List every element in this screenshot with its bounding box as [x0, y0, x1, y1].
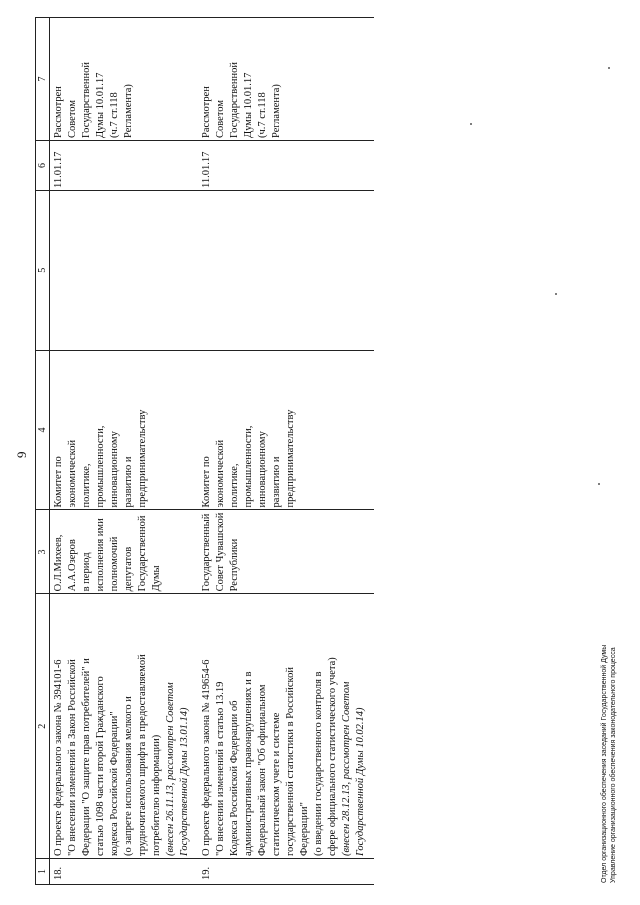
author-line: полномочий: [109, 536, 120, 592]
status-line: Думы 10.01.17: [95, 72, 106, 138]
bill-title-line: Федеральный закон "Об официальном: [257, 684, 268, 857]
col5-cell: [50, 190, 201, 350]
author-cell: [200, 510, 374, 594]
bill-title-line: кодекса Российской Федерации": [109, 711, 120, 857]
scan-speck: [598, 483, 600, 485]
committee-line: экономической: [215, 439, 226, 508]
status-line: Советом: [67, 100, 78, 138]
committee-line: инновационному: [257, 431, 268, 508]
table-header-row: [36, 18, 50, 885]
status-line: Рассмотрен: [53, 86, 64, 138]
footer-department: [600, 645, 618, 883]
bill-title-line: сфере официального статистического учета): [327, 657, 338, 857]
status-line: Советом: [215, 100, 226, 138]
bill-title-line: "О внесении изменений в статью 13.19: [215, 681, 226, 857]
committee-line: инновационному: [109, 431, 120, 508]
committee-cell: [50, 350, 201, 510]
bill-title-line: статью 1098 части второй Гражданского: [95, 676, 106, 857]
committee-line: Комитет по: [53, 456, 64, 508]
scan-speck: [470, 123, 472, 125]
status-line: Регламента): [271, 84, 282, 138]
bill-title-cell: [50, 594, 201, 859]
bill-title-line: О проекте федерального закона № 419654-6: [201, 659, 212, 857]
bill-note-line: Государственной Думы 13.01.14): [179, 707, 190, 857]
author-line: исполнения ими: [95, 518, 106, 592]
status-cell: [200, 18, 374, 141]
page-number: 9: [14, 451, 29, 458]
author-line: Республики: [229, 538, 240, 592]
column-header: 3: [36, 510, 50, 594]
date-cell: 11.01.17: [50, 140, 201, 190]
committee-line: развитию и: [123, 456, 134, 508]
author-line: Думы: [151, 565, 162, 592]
bill-title-line: (о запрете использования мелкого и: [123, 696, 134, 857]
status-line: (ч.7 ст.118: [257, 92, 268, 138]
status-line: Государственной: [81, 62, 92, 138]
committee-line: развитию и: [271, 456, 282, 508]
committee-line: промышленности,: [243, 425, 254, 508]
committee-line: предпринимательству: [137, 409, 148, 508]
column-header: 5: [36, 190, 50, 350]
committee-line: Комитет по: [201, 456, 212, 508]
author-line: Государственной: [137, 515, 148, 592]
column-header: 7: [36, 18, 50, 141]
footer-line: Управление организационного обеспечения законодательного процесса: [610, 647, 617, 883]
column-header: 1: [36, 859, 50, 885]
status-line: Государственной: [229, 62, 240, 138]
author-line: О.Л.Михеев,: [53, 534, 64, 592]
column-header: 6: [36, 140, 50, 190]
bill-title-line: (о введении государственного контроля в: [313, 671, 324, 857]
author-line: в период: [81, 552, 92, 592]
scan-speck: [608, 67, 610, 69]
status-line: Рассмотрен: [201, 86, 212, 138]
bill-title-line: "О внесении изменений в Закон Российской: [67, 659, 78, 857]
bill-title-line: трудночитаемого шрифта в предоставляемой: [137, 654, 148, 857]
committee-cell: [200, 350, 374, 510]
row-number: 19.: [200, 859, 374, 885]
bill-title-line: Федерации": [299, 802, 310, 857]
column-header: 4: [36, 350, 50, 510]
row-number: 18.: [50, 859, 201, 885]
committee-line: предпринимательству: [285, 409, 296, 508]
scan-speck: [555, 293, 557, 295]
committee-line: промышленности,: [95, 425, 106, 508]
bill-title-line: административных правонарушениях и в: [243, 671, 254, 857]
bills-table: [35, 17, 374, 885]
author-cell: [50, 510, 201, 594]
author-line: А.А.Озеров: [67, 539, 78, 592]
col5-cell: [200, 190, 374, 350]
column-header: 2: [36, 594, 50, 859]
committee-line: политике,: [229, 463, 240, 508]
status-cell: [50, 18, 201, 141]
bill-title-line: Кодекса Российской Федерации об: [229, 700, 240, 857]
status-line: Думы 10.01.17: [243, 72, 254, 138]
status-line: Регламента): [123, 84, 134, 138]
footer-line: Отдел организационного обеспечения заседаний Государственной Думы: [601, 644, 608, 883]
bill-note-line: (внесен 26.11.13, рассмотрен Советом: [165, 682, 176, 857]
committee-line: политике,: [81, 463, 92, 508]
date-cell: 11.01.17: [200, 140, 374, 190]
bill-title-line: потребителю информации): [151, 734, 162, 857]
table-row: [50, 18, 201, 885]
bill-title-line: Федерации "О защите прав потребителей" и: [81, 658, 92, 857]
bill-title-cell: [200, 594, 374, 859]
bill-title-line: государственной статистики в Российской: [285, 667, 296, 857]
bill-title-line: О проекте федерального закона № 394101-6: [53, 659, 64, 857]
author-line: депутатов: [123, 546, 134, 592]
bill-note-line: (внесен 28.12.13, рассмотрен Советом: [341, 681, 352, 857]
bill-title-line: статистическом учете и системе: [271, 712, 282, 857]
author-line: Совет Чувашской: [215, 512, 226, 592]
author-line: Государственный: [201, 513, 212, 592]
table-row: [200, 18, 374, 885]
bill-note-line: Государственной Думы 10.02.14): [355, 707, 366, 857]
committee-line: экономической: [67, 439, 78, 508]
status-line: (ч.7 ст.118: [109, 92, 120, 138]
